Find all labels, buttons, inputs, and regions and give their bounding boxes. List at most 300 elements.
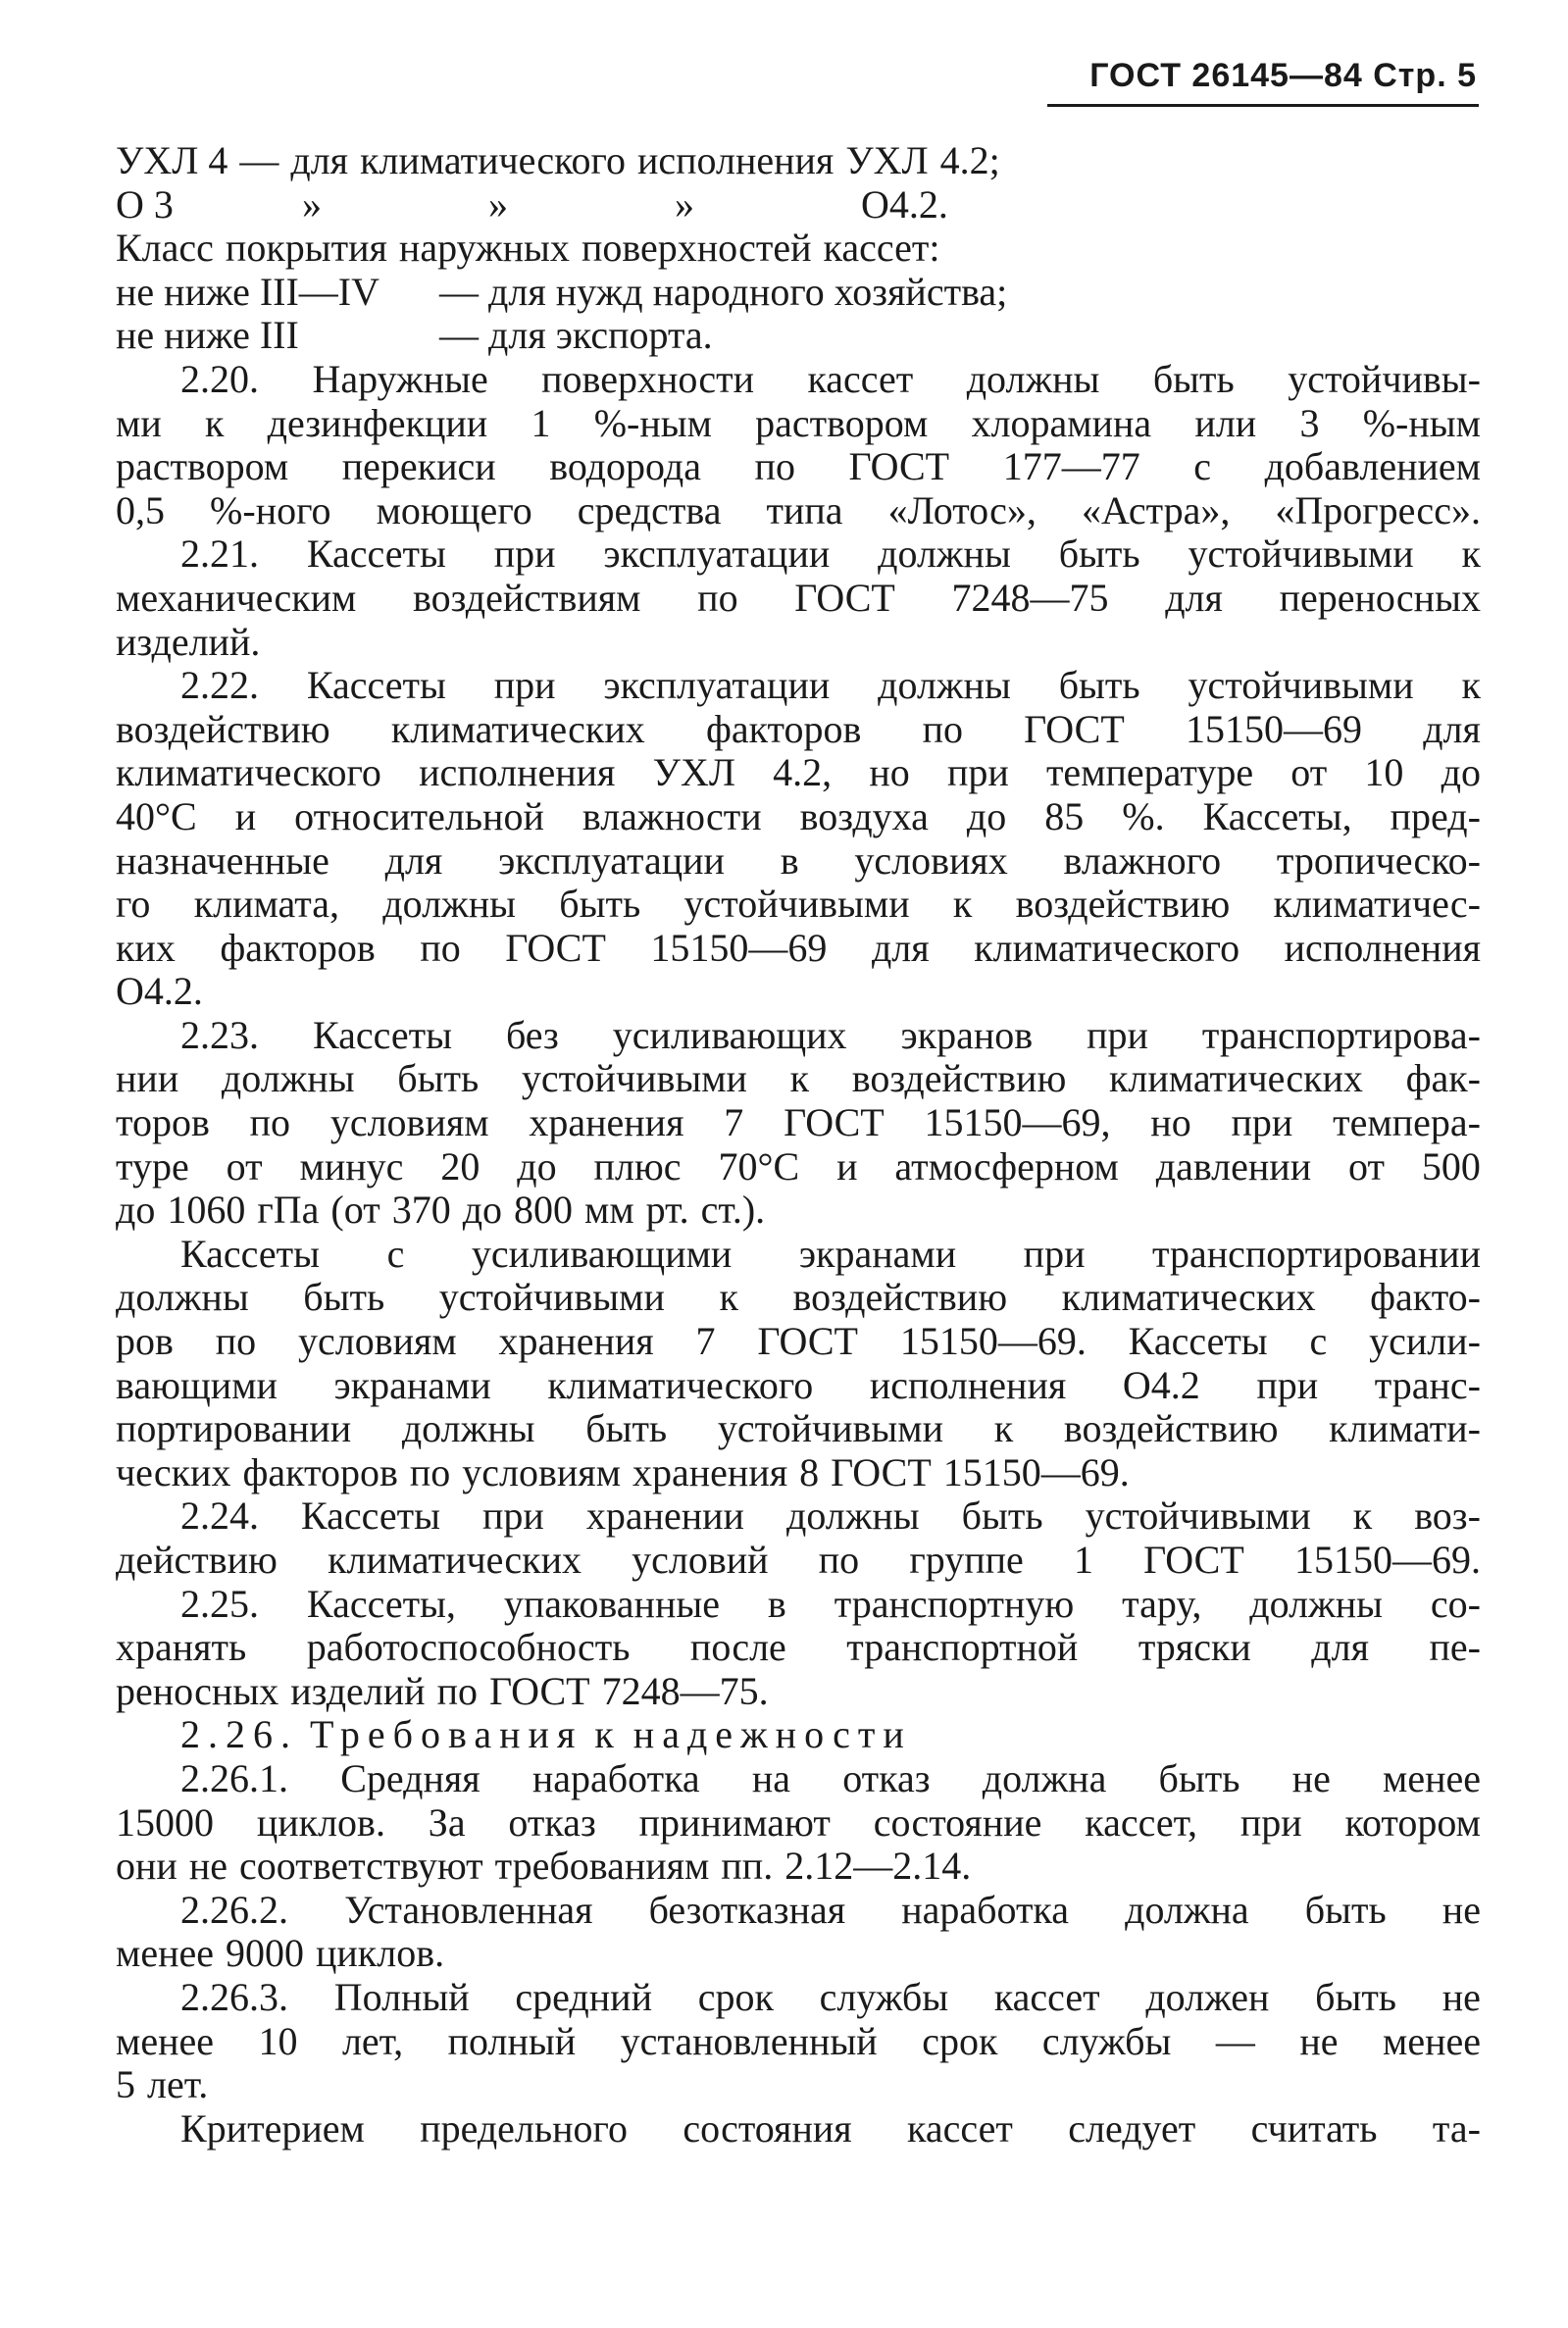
word: менее xyxy=(1383,2019,1481,2063)
word: устойчивыми xyxy=(438,1276,665,1320)
word: устойчивыми xyxy=(717,1407,943,1451)
word: должна xyxy=(1125,1888,1249,1932)
word: %. xyxy=(1122,794,1165,838)
text-line xyxy=(116,271,1481,315)
word: рт. xyxy=(645,1189,689,1233)
word: го xyxy=(116,883,151,927)
text-line xyxy=(116,1364,1481,1408)
word: но xyxy=(869,751,910,795)
word: факторов xyxy=(705,707,862,751)
word: температуре xyxy=(1045,751,1254,795)
word: для xyxy=(384,838,443,883)
word: до xyxy=(966,794,1007,838)
word: Кассеты xyxy=(301,1494,441,1539)
word: 85 xyxy=(1044,794,1085,838)
word: О4.2 xyxy=(1122,1363,1200,1407)
text-line xyxy=(116,1014,1481,1058)
text-line xyxy=(116,183,1481,228)
word: 7 xyxy=(695,1320,716,1364)
word: быть xyxy=(559,883,641,927)
word: для xyxy=(1311,1626,1369,1670)
word: по xyxy=(754,445,795,489)
text-line xyxy=(116,1932,1481,1976)
word: по xyxy=(420,926,461,970)
word: не xyxy=(1442,1888,1481,1932)
word: пред- xyxy=(1390,794,1481,838)
word: дезинфекции xyxy=(267,401,488,445)
word: Класс xyxy=(116,227,214,271)
word: — для экспорта. xyxy=(439,314,713,358)
word: лет. xyxy=(147,2063,209,2107)
word: %-ного xyxy=(210,488,331,532)
word: соответствуют xyxy=(238,1845,483,1889)
word: водорода xyxy=(549,445,701,489)
word: быть xyxy=(585,1407,668,1451)
word: ров xyxy=(116,1320,174,1364)
word: группе xyxy=(909,1539,1024,1582)
word: условиях xyxy=(854,838,1008,883)
word: службы xyxy=(1041,2019,1172,2063)
word: плюс xyxy=(593,1144,682,1189)
word: 5 xyxy=(116,2063,135,2107)
word: » xyxy=(302,182,322,227)
word: поверхности xyxy=(541,357,754,401)
word: при xyxy=(946,751,1009,795)
word: устойчивыми xyxy=(1188,532,1414,577)
word: от xyxy=(226,1144,263,1189)
word: 2.24. xyxy=(180,1494,259,1539)
text-line xyxy=(116,1320,1481,1364)
word: быть xyxy=(961,1494,1043,1539)
word: — xyxy=(1215,2019,1255,2063)
word: давлении xyxy=(1155,1144,1312,1189)
text-line xyxy=(116,1233,1481,1277)
text-line xyxy=(116,1713,1481,1757)
word: в xyxy=(780,838,799,883)
text-line xyxy=(116,577,1481,621)
word: усиливающими xyxy=(471,1232,733,1276)
word: Кассеты xyxy=(180,1232,321,1276)
word: менее xyxy=(116,2019,214,2063)
page-header: ГОСТ 26145—84 Стр. 5 xyxy=(1089,57,1477,94)
text-line xyxy=(116,1801,1481,1846)
word: к xyxy=(594,1713,622,1757)
word: экранами xyxy=(333,1363,491,1407)
word: должны xyxy=(116,1276,249,1320)
text-line xyxy=(116,839,1481,884)
word: 4.2, xyxy=(773,751,833,795)
word: срок xyxy=(922,2019,998,2063)
word: циклов. xyxy=(315,1932,445,1976)
word: 800 xyxy=(514,1189,574,1233)
word: транспортной xyxy=(846,1626,1079,1670)
text-line xyxy=(116,1845,1481,1889)
word: с xyxy=(1193,445,1212,489)
word: 2.20. xyxy=(180,357,259,401)
word: считать xyxy=(1250,2106,1378,2151)
word: должна xyxy=(982,1756,1107,1800)
word: 370 xyxy=(391,1189,451,1233)
word: Средняя xyxy=(340,1756,481,1800)
word: средства xyxy=(577,488,722,532)
word: фак- xyxy=(1405,1057,1481,1101)
word: не ниже III xyxy=(116,314,299,358)
word: не ниже III—IV xyxy=(116,270,380,314)
word: быть xyxy=(1152,357,1235,401)
word: раствором xyxy=(116,445,289,489)
text-line xyxy=(116,402,1481,446)
text-line xyxy=(116,883,1481,927)
word: но xyxy=(1150,1101,1191,1145)
word: » xyxy=(675,182,694,227)
word: по xyxy=(249,1101,291,1145)
text-line xyxy=(116,795,1481,839)
word: — для нужд народного хозяйства; xyxy=(439,270,1008,314)
word: 15150—69. xyxy=(899,1320,1087,1364)
word: 15000 xyxy=(116,1800,214,1845)
word: без xyxy=(505,1013,559,1057)
word: при xyxy=(1239,1800,1302,1845)
word: 1060 xyxy=(167,1189,246,1233)
word: влажности xyxy=(582,794,762,838)
word: поверхностей xyxy=(581,227,812,271)
word: к xyxy=(993,1407,1014,1451)
word: ми xyxy=(116,401,162,445)
word: упакованные xyxy=(503,1582,720,1626)
word: ких xyxy=(116,926,176,970)
word: туре xyxy=(116,1144,189,1189)
word: 0,5 xyxy=(116,488,165,532)
word: 2.12—2.14. xyxy=(784,1845,972,1889)
word: «Прогресс». xyxy=(1275,488,1481,532)
word: хранения xyxy=(498,1320,654,1364)
text-line xyxy=(116,1626,1481,1670)
word: ГОСТ xyxy=(1143,1539,1244,1582)
word: следует xyxy=(1068,2106,1196,2151)
word: ст.). xyxy=(700,1189,766,1233)
word: должен xyxy=(1145,1975,1270,2019)
word: воздействию xyxy=(851,1057,1067,1101)
word: устойчивы- xyxy=(1288,357,1481,401)
word: Кассеты xyxy=(306,664,446,708)
word: после xyxy=(689,1626,786,1670)
text-line xyxy=(116,1583,1481,1627)
word: раствором xyxy=(755,401,929,445)
word: условиям xyxy=(462,1450,622,1494)
word: эксплуатации xyxy=(603,532,831,577)
word: на xyxy=(751,1756,791,1800)
word: тару, xyxy=(1122,1582,1202,1626)
word: воздействию xyxy=(1063,1407,1279,1451)
word: 20 xyxy=(440,1144,481,1189)
word: 10 xyxy=(258,2019,298,2063)
word: воздействиям xyxy=(413,576,641,620)
word: 15150—69 xyxy=(650,926,828,970)
word: влажного xyxy=(1063,838,1222,883)
word: условиям xyxy=(297,1320,457,1364)
word: 7248—75 xyxy=(951,576,1109,620)
word: темпера- xyxy=(1333,1101,1481,1145)
word: эксплуатации xyxy=(603,664,831,708)
word: покрытия xyxy=(225,227,387,271)
word: Полный xyxy=(333,1975,470,2019)
word: кассет xyxy=(993,1975,1100,2019)
word: климатических xyxy=(1061,1276,1316,1320)
word: и xyxy=(234,794,257,838)
word: климатического xyxy=(974,926,1240,970)
word: наработка xyxy=(901,1888,1070,1932)
word: воздействию xyxy=(792,1276,1008,1320)
word: работоспособность xyxy=(306,1626,631,1670)
word: О4.2. xyxy=(861,182,948,227)
word: по xyxy=(409,1450,451,1494)
word: — xyxy=(239,139,279,182)
word: быть xyxy=(397,1057,480,1101)
word: исполнения xyxy=(1284,926,1481,970)
word: ГОСТ xyxy=(1024,707,1125,751)
word: должны xyxy=(878,664,1011,708)
word: УХЛ 4 xyxy=(116,139,228,182)
word: моющего xyxy=(376,488,532,532)
word: и xyxy=(836,1144,858,1189)
word: состояния xyxy=(683,2106,852,2151)
word: транспортирова- xyxy=(1201,1013,1481,1057)
word: при xyxy=(493,532,556,577)
word: должны xyxy=(221,1057,355,1101)
word: нии xyxy=(116,1057,179,1101)
word: транспортную xyxy=(834,1582,1075,1626)
word: ГОСТ xyxy=(848,445,950,489)
word: 2.26.2. xyxy=(180,1888,288,1932)
word: 2.26.1. xyxy=(180,1756,288,1800)
text-line xyxy=(116,139,1481,183)
word: должны xyxy=(401,1407,535,1451)
text-line xyxy=(116,751,1481,795)
word: климатического xyxy=(116,751,381,795)
text-line xyxy=(116,1057,1481,1101)
word: Кассеты, xyxy=(306,1582,456,1626)
word: ГОСТ xyxy=(757,1320,858,1364)
word: 2.22. xyxy=(180,664,259,708)
word: при xyxy=(1087,1013,1148,1057)
word: О 3 xyxy=(116,182,174,227)
word: эксплуатации xyxy=(498,838,725,883)
word: для xyxy=(290,139,349,182)
word: для xyxy=(1165,576,1223,620)
word: Кассеты xyxy=(1128,1320,1268,1364)
word: не xyxy=(1442,1975,1481,2019)
text-line xyxy=(116,1889,1481,1933)
word: 4.2; xyxy=(939,139,1000,182)
text-line xyxy=(116,2107,1481,2151)
word: при xyxy=(1023,1232,1086,1276)
word: 2.23. xyxy=(180,1013,259,1057)
text-line xyxy=(116,2063,1481,2107)
word: УХЛ xyxy=(652,751,735,795)
text-line xyxy=(116,358,1481,402)
header-rule xyxy=(1047,104,1479,107)
word: О4.2. xyxy=(116,970,203,1014)
word: климатического xyxy=(360,139,626,182)
word: должны xyxy=(1249,1582,1383,1626)
word: действию xyxy=(116,1539,278,1582)
word: 2.26. xyxy=(180,1713,298,1757)
word: безотказная xyxy=(648,1888,846,1932)
word: 7248—75. xyxy=(601,1669,769,1713)
word: та- xyxy=(1432,2106,1481,2151)
word: 15150—69, xyxy=(924,1101,1111,1145)
word: они xyxy=(116,1845,177,1889)
word: к xyxy=(1461,532,1481,577)
word: установленный xyxy=(620,2019,878,2063)
text-line xyxy=(116,314,1481,358)
word: климатического xyxy=(547,1363,814,1407)
word: торов xyxy=(116,1101,210,1145)
word: ческих xyxy=(116,1450,231,1494)
word: полный xyxy=(447,2019,577,2063)
word: устойчивыми xyxy=(1188,664,1414,708)
word: транс- xyxy=(1374,1363,1481,1407)
word: климатических xyxy=(390,707,645,751)
word: до xyxy=(1441,751,1481,795)
word: с xyxy=(1309,1320,1328,1364)
word: пп. xyxy=(721,1845,774,1889)
word: (от xyxy=(330,1189,380,1233)
word: За xyxy=(428,1800,466,1845)
word: портировании xyxy=(116,1407,352,1451)
word: кассет, xyxy=(1085,1800,1198,1845)
word: до xyxy=(462,1189,503,1233)
word: экранов xyxy=(900,1013,1034,1057)
word: изделий xyxy=(290,1669,426,1713)
word: 15150—69. xyxy=(942,1450,1130,1494)
word: вающими xyxy=(116,1363,278,1407)
word: требованиям xyxy=(494,1845,710,1889)
word: 70°С xyxy=(718,1144,800,1189)
word: к xyxy=(952,883,973,927)
word: по xyxy=(697,576,738,620)
word: должны xyxy=(966,357,1100,401)
word: быть xyxy=(1304,1888,1387,1932)
word: устойчивыми xyxy=(683,883,910,927)
word: 10 xyxy=(1364,751,1404,795)
word: 2.26.3. xyxy=(180,1975,288,2019)
word: состояние xyxy=(873,1800,1042,1845)
word: 500 xyxy=(1421,1144,1481,1189)
word: или xyxy=(1194,401,1257,445)
word: циклов. xyxy=(256,1800,385,1845)
word: быть xyxy=(1058,532,1140,577)
word: к xyxy=(789,1057,810,1101)
word: не xyxy=(1291,1756,1331,1800)
text-line xyxy=(116,927,1481,971)
text-line xyxy=(116,1670,1481,1714)
word: 40°С xyxy=(116,794,197,838)
word: кассет xyxy=(807,357,914,401)
word: со- xyxy=(1430,1582,1481,1626)
word: минус xyxy=(299,1144,404,1189)
word: воз- xyxy=(1414,1494,1481,1539)
word: по xyxy=(818,1539,860,1582)
text-line xyxy=(116,1451,1481,1495)
word: по xyxy=(436,1669,478,1713)
word: перекиси xyxy=(341,445,496,489)
word: климатических xyxy=(328,1539,582,1582)
word: воздуха xyxy=(799,794,929,838)
text-line xyxy=(116,1976,1481,2020)
word: механическим xyxy=(116,576,357,620)
text-line xyxy=(116,445,1481,489)
word: службы xyxy=(819,1975,949,2019)
word: исполнения xyxy=(636,139,835,182)
word: гПа xyxy=(257,1189,320,1233)
word: к xyxy=(1461,664,1481,708)
word: Кассеты, xyxy=(1202,794,1352,838)
text-line xyxy=(116,1101,1481,1145)
word: наработка xyxy=(531,1756,700,1800)
word: факторов xyxy=(242,1450,398,1494)
text-line xyxy=(116,532,1481,577)
word: 9000 xyxy=(225,1932,304,1976)
word: для xyxy=(871,926,930,970)
word: %-ным xyxy=(1362,401,1481,445)
word: тропическо- xyxy=(1276,838,1481,883)
text-line xyxy=(116,708,1481,752)
word: переносных xyxy=(1279,576,1481,620)
word: быть xyxy=(1158,1756,1240,1800)
word: 177—77 xyxy=(1002,445,1140,489)
word: 3 xyxy=(1299,401,1320,445)
word: экранами xyxy=(798,1232,957,1276)
word: менее xyxy=(1383,1756,1481,1800)
word: ГОСТ xyxy=(831,1450,932,1494)
word: должны xyxy=(382,883,516,927)
word: принимают xyxy=(638,1800,831,1845)
text-line xyxy=(116,1276,1481,1320)
word: 2.21. xyxy=(180,532,259,577)
word: типа xyxy=(766,488,843,532)
word: кассет: xyxy=(823,227,940,271)
word: Установленная xyxy=(344,1888,593,1932)
text-line xyxy=(116,227,1481,271)
word: котором xyxy=(1344,1800,1481,1845)
word: %-ным xyxy=(593,401,712,445)
word: средний xyxy=(515,1975,652,2019)
word: ГОСТ xyxy=(784,1101,885,1145)
word: 2.25. xyxy=(180,1582,259,1626)
word: транспортировании xyxy=(1152,1232,1481,1276)
word: 8 xyxy=(799,1450,820,1494)
word: срок xyxy=(697,1975,774,2019)
word: Наружные xyxy=(312,357,488,401)
word: кассет xyxy=(907,2106,1013,2151)
word: УХЛ xyxy=(845,139,929,182)
word: воздействию xyxy=(1015,883,1231,927)
word: при xyxy=(482,1494,544,1539)
word: факторов xyxy=(220,926,376,970)
word: относительной xyxy=(294,794,544,838)
word: усили- xyxy=(1369,1320,1481,1364)
word: быть xyxy=(1058,664,1140,708)
word: не xyxy=(188,1845,228,1889)
word: до xyxy=(116,1189,156,1233)
word: 15150—69 xyxy=(1186,707,1362,751)
word: отказ xyxy=(842,1756,931,1800)
word: лет, xyxy=(341,2019,404,2063)
word: хранения xyxy=(632,1450,788,1494)
word: Критерием xyxy=(180,2106,365,2151)
word: хранении xyxy=(585,1494,744,1539)
